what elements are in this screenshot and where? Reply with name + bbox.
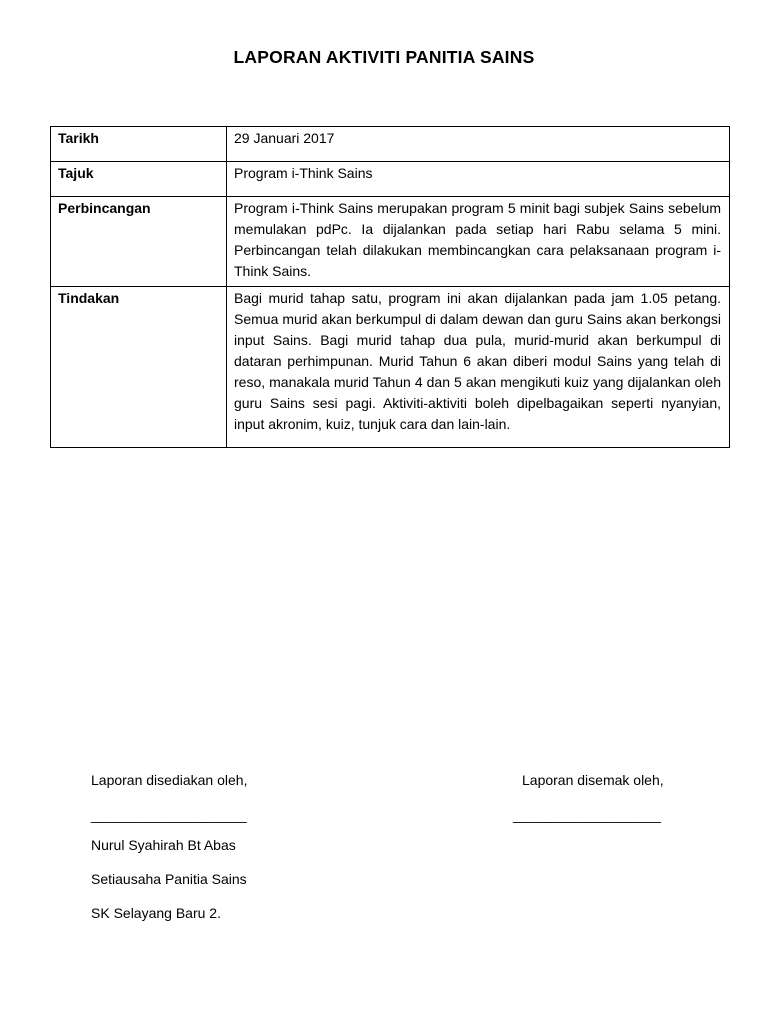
prepared-by-caption: Laporan disediakan oleh, (91, 772, 248, 788)
row-value-perbincangan: Program i-Think Sains merupakan program 5 minit bagi subjek Sains sebelum memulakan pdPc. Ia dijalankan pada setiap hari Rabu selama 5 mini. Perbincangan telah dilakukan membincangkan cara pelaksanaan program i-Think Sains. (227, 197, 730, 287)
table-row (51, 197, 730, 287)
preparer-position: Setiausaha Panitia Sains (91, 871, 247, 887)
report-table (50, 126, 730, 448)
preparer-name: Nurul Syahirah Bt Abas (91, 837, 236, 853)
checked-by-caption: Laporan disemak oleh, (522, 772, 664, 788)
table-row (51, 127, 730, 162)
row-value-tajuk: Program i-Think Sains (227, 162, 730, 197)
row-label-tarikh: Tarikh (51, 127, 227, 162)
prepared-by-signature-line: ____________________ (91, 807, 247, 823)
row-value-tindakan: Bagi murid tahap satu, program ini akan dijalankan pada jam 1.05 petang. Semua murid akan berkumpul di dalam dewan dan guru Sains akan berkongsi input Sains. Bagi murid tahap dua pula, murid-murid akan berkumpul di dataran perhimpunan. Murid Tahun 6 akan diberi modul Sains yang telah di reso, manakala murid Tahun 4 dan 5 akan mengikuti kuiz yang dijalankan oleh guru Sains sesi pagi. Aktiviti-aktiviti boleh dipelbagaikan seperti nyanyian, input akronim, kuiz, tunjuk cara dan lain-lain. (227, 287, 730, 448)
preparer-school: SK Selayang Baru 2. (91, 905, 221, 921)
report-title: LAPORAN AKTIVITI PANITIA SAINS (233, 47, 535, 67)
row-label-tindakan: Tindakan (51, 287, 227, 448)
row-label-tajuk: Tajuk (51, 162, 227, 197)
row-value-tarikh: 29 Januari 2017 (227, 127, 730, 162)
row-label-perbincangan: Perbincangan (51, 197, 227, 287)
checked-by-signature-line: ___________________ (513, 807, 661, 823)
table-row (51, 287, 730, 448)
table-row (51, 162, 730, 197)
